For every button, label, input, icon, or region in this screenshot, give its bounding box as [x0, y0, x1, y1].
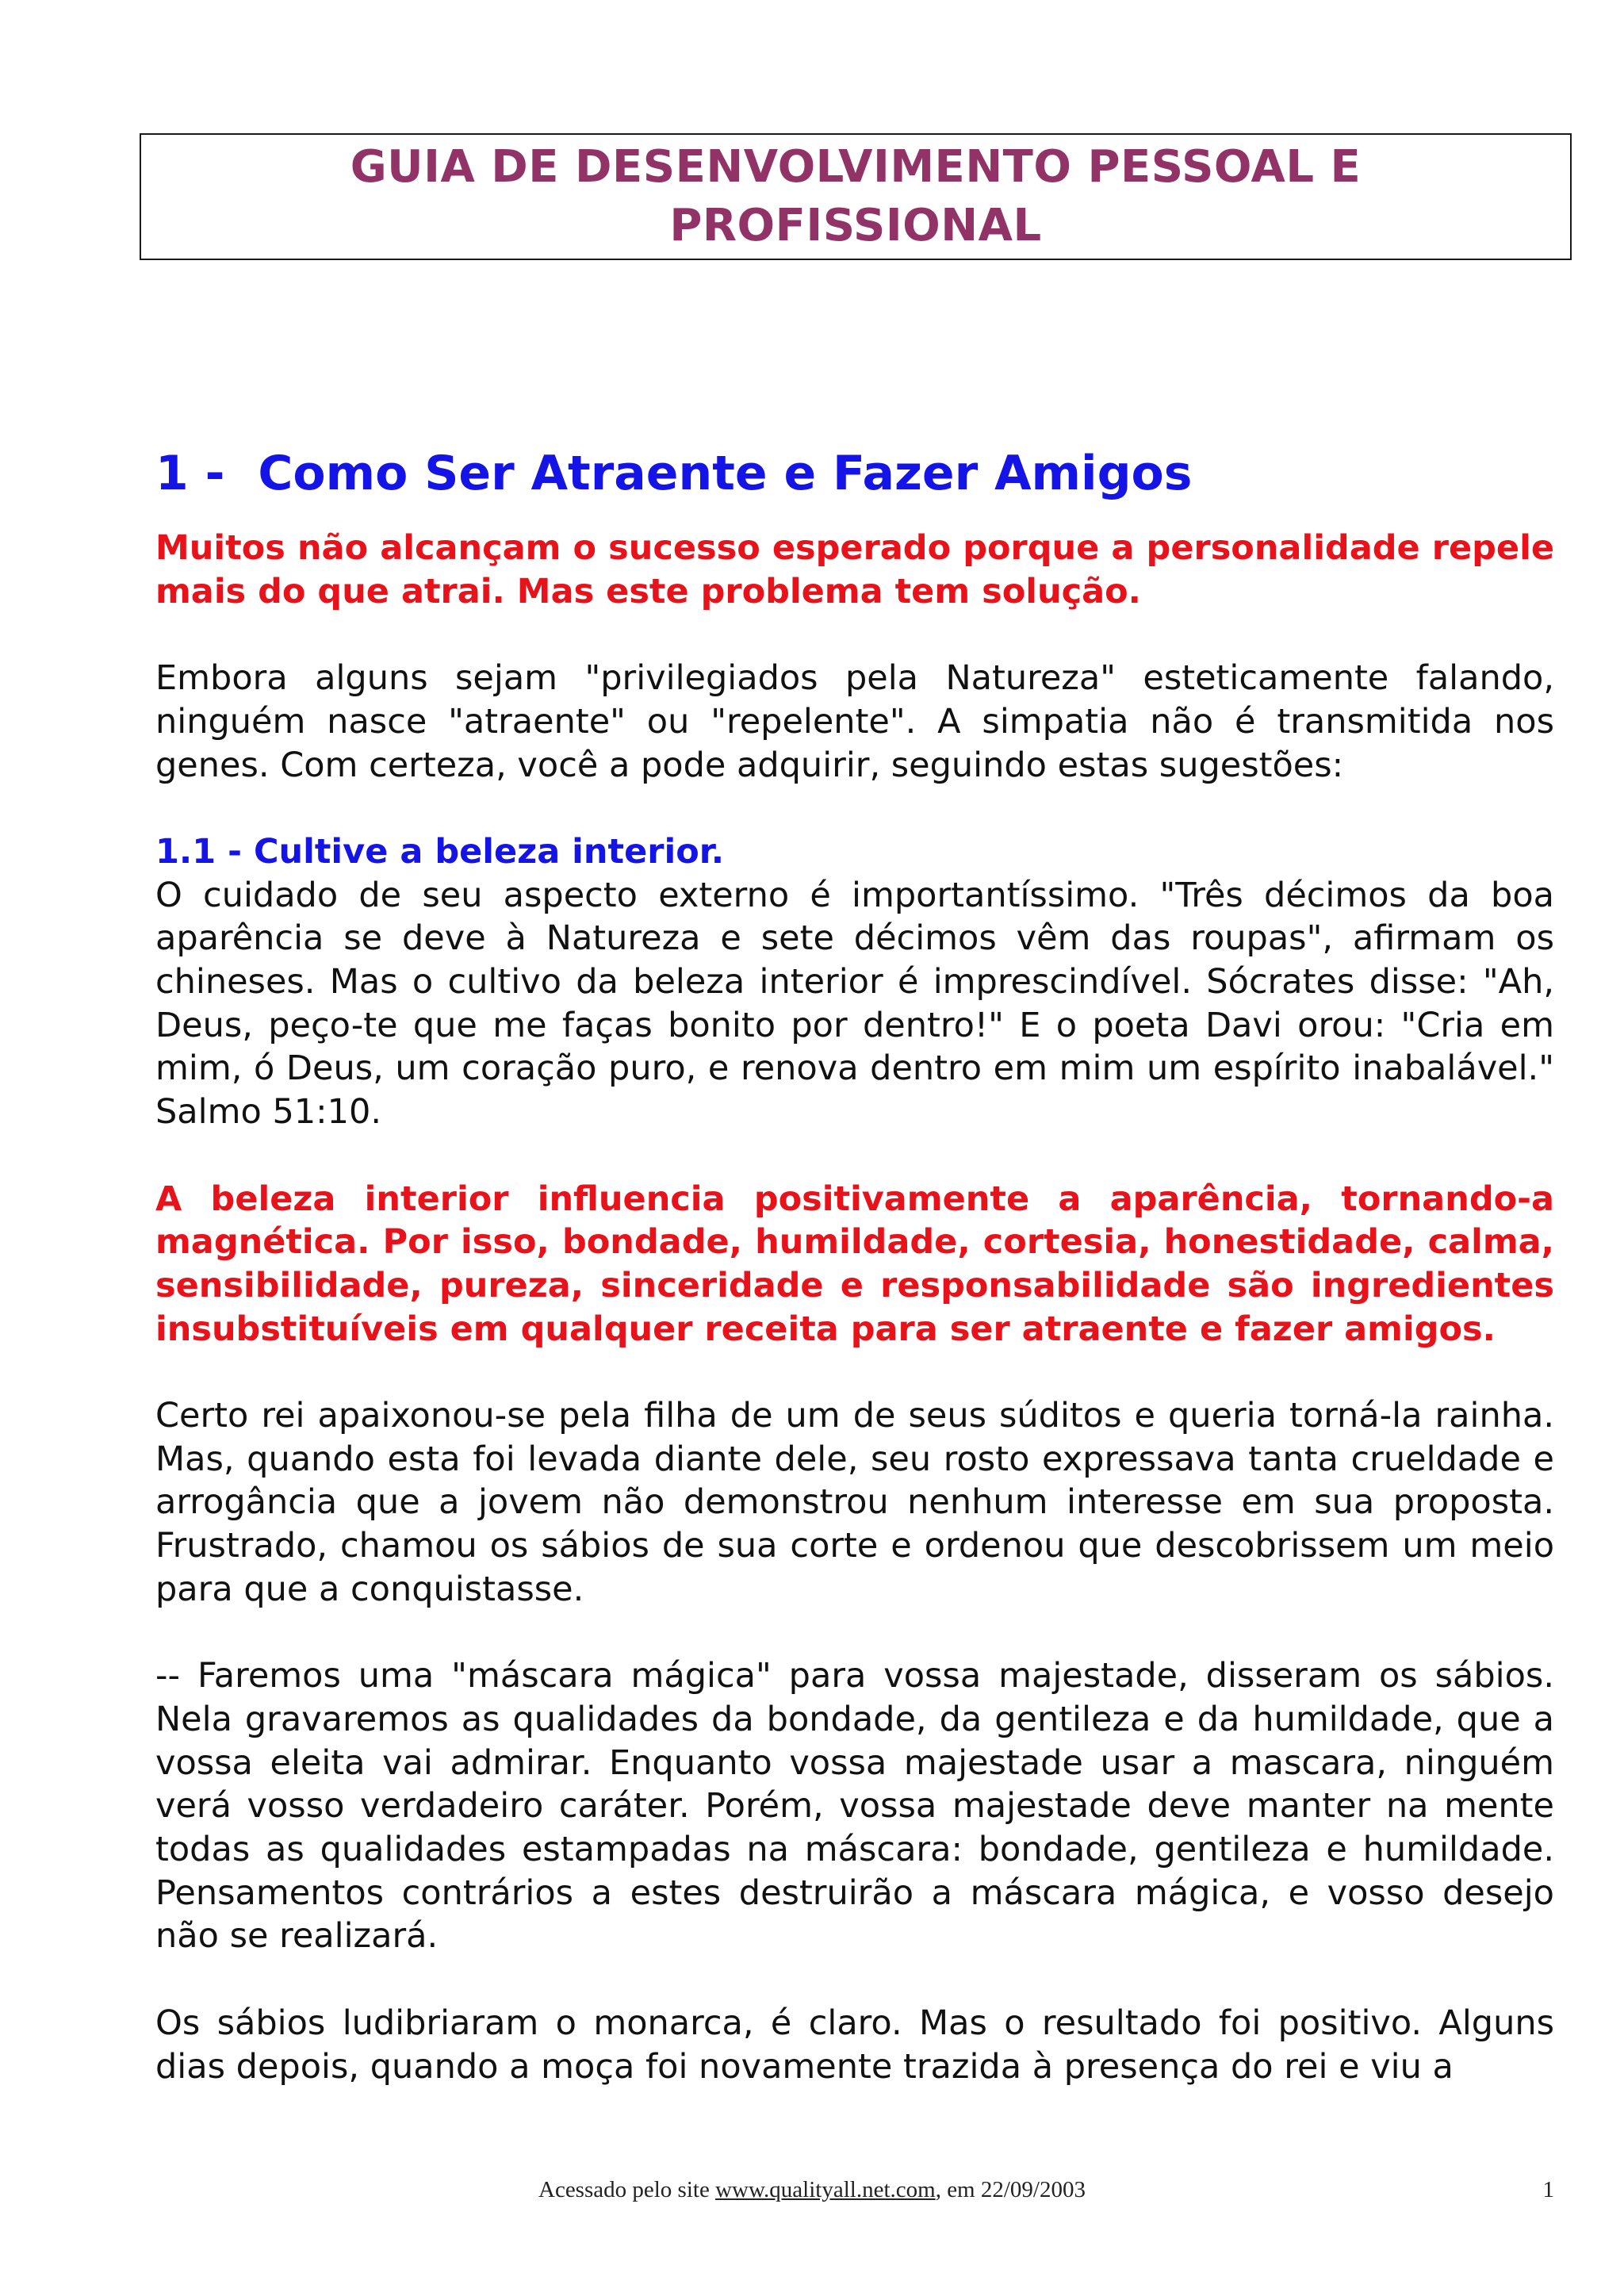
- story-paragraph-3: Os sábios ludibriaram o monarca, é claro. Mas o resultado foi positivo. Alguns dias depois, quando a moça foi novamente trazida à presença do rei e viu a: [155, 2003, 1554, 2087]
- footer-prefix: Acessado pelo site: [538, 2177, 716, 2202]
- footer-source-line: [0, 2177, 1624, 2203]
- story-paragraph-1: Certo rei apaixonou-se pela filha de um de seus súditos e queria torná-la rainha. Mas, quando esta foi levada diante dele, seu rosto expressava tanta crueldade e arrogância que a jovem não demonstrou nenhum interesse em sua proposta. Frustrado, chamou os sábios de sua corte e ordenou que descobrissem um meio para que a conquistasse.: [155, 1396, 1554, 1609]
- document-body: [155, 438, 1554, 2088]
- intro-paragraph: Embora alguns sejam "privilegiados pela Natureza" esteticamente falando, ninguém nasce "atraente" ou "repelente". A simpatia não é transmitida nos genes. Com certeza, você a pode adquirir, seguindo estas sugestões:: [155, 658, 1554, 785]
- footer-date: , em 22/09/2003: [935, 2177, 1086, 2202]
- intro-highlight-paragraph: Muitos não alcançam o sucesso esperado porque a personalidade repele mais do que atrai. Mas este problema tem solução.: [155, 528, 1554, 611]
- document-title-line-1: GUIA DE DESENVOLVIMENTO PESSOAL E: [350, 141, 1362, 193]
- page-number: 1: [1542, 2177, 1554, 2202]
- subsection-heading: 1.1 - Cultive a beleza interior.: [155, 831, 725, 872]
- section-heading: 1 - Como Ser Atraente e Fazer Amigos: [155, 446, 1193, 501]
- footer-site-link[interactable]: www.qualityall.net.com: [715, 2177, 936, 2202]
- page-footer: [0, 2177, 1624, 2209]
- story-paragraph-2: -- Faremos uma "máscara mágica" para vossa majestade, disseram os sábios. Nela gravaremos as qualidades da bondade, da gentileza e da humildade, que a vossa eleita vai admirar. Enquanto vossa majestade usar a mascara, ninguém verá vosso verdadeiro caráter. Porém, vossa majestade deve manter na mente todas as qualidades estampadas na máscara: bondade, gentileza e humildade. Pensamentos contrários a estes destruirão a máscara mágica, e vosso desejo não se realizará.: [155, 1656, 1554, 1957]
- document-title-line-2: PROFISSIONAL: [669, 200, 1042, 251]
- subsection-paragraph: O cuidado de seu aspecto externo é importantíssimo. "Três décimos da boa aparência se deve à Natureza e sete décimos vêm das roupas", afirmam os chineses. Mas o cultivo da beleza interior é imprescindível. Sócrates disse: "Ah, Deus, peço-te que me faças bonito por dentro!" E o poeta Davi orou: "Cria em mim, ó Deus, um coração puro, e renova dentro em mim um espírito inabalável." Salmo 51:10.: [155, 875, 1554, 1133]
- document-title-box: [140, 133, 1572, 260]
- highlight-paragraph: A beleza interior influencia positivamente a aparência, tornando-a magnética. Por isso, bondade, humildade, cortesia, honestidade, calma, sensibilidade, pureza, sinceridade e responsabilidade são ingredientes insubstituíveis em qualquer receita para ser atraente e fazer amigos.: [155, 1179, 1554, 1349]
